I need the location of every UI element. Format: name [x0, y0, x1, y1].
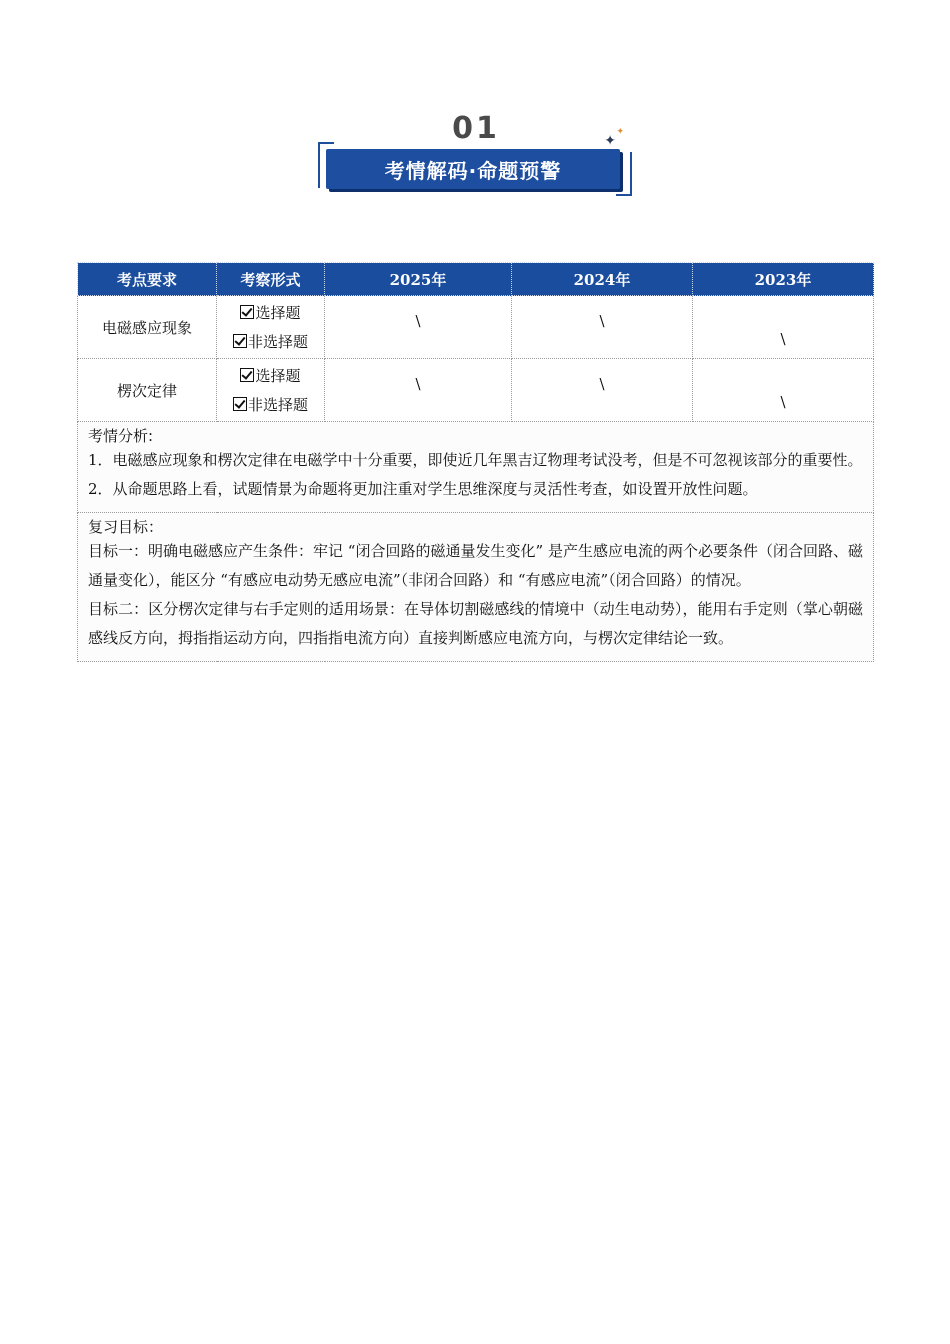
header-2025: 2025年 [325, 263, 512, 296]
exam-analysis-table [77, 262, 874, 662]
form-option: 非选择题 [233, 331, 308, 352]
year-cell-2025: \ [325, 296, 512, 359]
checkbox-checked-icon [233, 334, 247, 348]
checkbox-checked-icon [240, 305, 254, 319]
header-topic: 考点要求 [78, 263, 217, 296]
goals-cell [78, 513, 874, 662]
sparkle-icon: ✦ [604, 133, 616, 149]
year-cell-2023: \ [693, 296, 874, 359]
year-cell-2023: \ [693, 359, 874, 422]
analysis-item: 2．从命题思路上看，试题情景为命题将更加注重对学生思维深度与灵活性考查，如设置开放性问题。 [88, 480, 758, 498]
table-row [78, 359, 874, 422]
table-row [78, 296, 874, 359]
goals-row [78, 513, 874, 662]
analysis-row [78, 422, 874, 513]
year-cell-2024: \ [512, 359, 693, 422]
form-option: 选择题 [240, 365, 300, 386]
form-option: 非选择题 [233, 394, 308, 415]
checkbox-checked-icon [233, 397, 247, 411]
checkbox-checked-icon [240, 368, 254, 382]
header-form: 考察形式 [217, 263, 325, 296]
header-2024: 2024年 [512, 263, 693, 296]
year-cell-2024: \ [512, 296, 693, 359]
year-cell-2025: \ [325, 359, 512, 422]
sparkle-small-icon: ✦ [616, 127, 624, 137]
analysis-item: 1．电磁感应现象和楞次定律在电磁学中十分重要，即使近几年黑吉辽物理考试没考，但是不可忽视该部分的重要性。 [88, 451, 863, 469]
section-banner [318, 112, 634, 202]
topic-cell: 楞次定律 [78, 359, 217, 422]
banner-title-box [326, 149, 620, 189]
goals-heading: 复习目标： [88, 518, 164, 536]
section-title: 考情解码·命题预警 [384, 158, 562, 183]
topic-cell: 电磁感应现象 [78, 296, 217, 359]
analysis-heading: 考情分析: [88, 427, 154, 445]
table-header-row [78, 263, 874, 296]
goal-item: 目标一：明确电磁感应产生条件：牢记 “闭合回路的磁通量发生变化” 是产生感应电流的两个必要条件（闭合回路、磁通量变化），能区分 “有感应电动势无感应电流”（非闭合回路）和 “有感应电流”（闭合回路）的情况。 [88, 542, 863, 589]
form-cell [217, 296, 325, 359]
section-number: 01 [452, 111, 500, 146]
form-option: 选择题 [240, 302, 300, 323]
goal-item: 目标二：区分楞次定律与右手定则的适用场景：在导体切割磁感线的情境中（动生电动势），能用右手定则（掌心朝磁感线反方向，拇指指运动方向，四指指电流方向）直接判断感应电流方向，与楞次定律结论一致。 [88, 600, 863, 647]
form-cell [217, 359, 325, 422]
analysis-cell [78, 422, 874, 513]
header-2023: 2023年 [693, 263, 874, 296]
